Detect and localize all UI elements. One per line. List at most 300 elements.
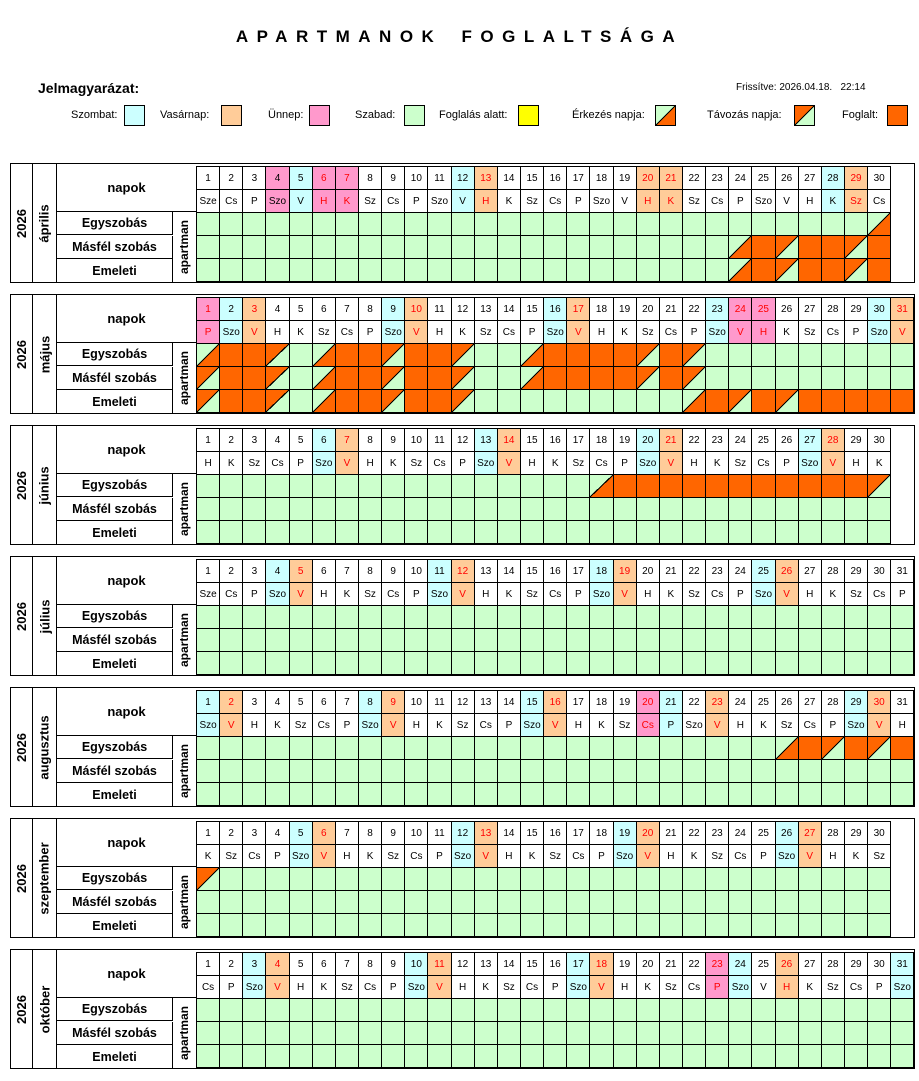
booking-cell[interactable]: [196, 998, 220, 1022]
booking-cell[interactable]: [335, 998, 359, 1022]
booking-cell[interactable]: [543, 497, 567, 521]
booking-cell[interactable]: [242, 474, 266, 498]
booking-cell[interactable]: [890, 782, 914, 806]
booking-cell[interactable]: [705, 651, 729, 675]
booking-cell[interactable]: [451, 605, 475, 629]
booking-cell[interactable]: [451, 890, 475, 914]
booking-cell[interactable]: [265, 782, 289, 806]
booking-cell[interactable]: [659, 258, 683, 282]
booking-cell[interactable]: [636, 235, 660, 259]
booking-cell[interactable]: [474, 474, 498, 498]
booking-cell[interactable]: [289, 605, 313, 629]
booking-cell[interactable]: [775, 651, 799, 675]
booking-cell[interactable]: [543, 736, 567, 760]
booking-cell[interactable]: [451, 235, 475, 259]
booking-cell[interactable]: [265, 913, 289, 937]
booking-cell[interactable]: [451, 1021, 475, 1045]
booking-cell[interactable]: [543, 628, 567, 652]
booking-cell[interactable]: [751, 343, 775, 367]
booking-cell[interactable]: [705, 389, 729, 413]
booking-cell[interactable]: [497, 497, 521, 521]
booking-cell[interactable]: [219, 474, 243, 498]
booking-cell[interactable]: [335, 651, 359, 675]
booking-cell[interactable]: [312, 343, 336, 367]
booking-cell[interactable]: [751, 736, 775, 760]
booking-cell[interactable]: [242, 1021, 266, 1045]
booking-cell[interactable]: [265, 212, 289, 236]
booking-cell[interactable]: [798, 389, 822, 413]
booking-cell[interactable]: [589, 497, 613, 521]
booking-cell[interactable]: [751, 998, 775, 1022]
booking-cell[interactable]: [751, 628, 775, 652]
booking-cell[interactable]: [659, 343, 683, 367]
booking-cell[interactable]: [289, 474, 313, 498]
booking-cell[interactable]: [867, 497, 891, 521]
booking-cell[interactable]: [659, 890, 683, 914]
booking-cell[interactable]: [427, 1044, 451, 1068]
booking-cell[interactable]: [890, 605, 914, 629]
booking-cell[interactable]: [798, 867, 822, 891]
booking-cell[interactable]: [636, 736, 660, 760]
booking-cell[interactable]: [381, 1021, 405, 1045]
booking-cell[interactable]: [196, 212, 220, 236]
booking-cell[interactable]: [589, 867, 613, 891]
booking-cell[interactable]: [890, 1021, 914, 1045]
booking-cell[interactable]: [520, 890, 544, 914]
booking-cell[interactable]: [404, 867, 428, 891]
booking-cell[interactable]: [751, 1021, 775, 1045]
booking-cell[interactable]: [613, 605, 637, 629]
booking-cell[interactable]: [821, 867, 845, 891]
booking-cell[interactable]: [636, 520, 660, 544]
booking-cell[interactable]: [636, 759, 660, 783]
booking-cell[interactable]: [589, 343, 613, 367]
booking-cell[interactable]: [265, 605, 289, 629]
booking-cell[interactable]: [589, 366, 613, 390]
booking-cell[interactable]: [474, 736, 498, 760]
booking-cell[interactable]: [427, 782, 451, 806]
booking-cell[interactable]: [659, 867, 683, 891]
booking-cell[interactable]: [636, 890, 660, 914]
booking-cell[interactable]: [219, 651, 243, 675]
booking-cell[interactable]: [705, 867, 729, 891]
booking-cell[interactable]: [543, 474, 567, 498]
booking-cell[interactable]: [497, 235, 521, 259]
booking-cell[interactable]: [358, 389, 382, 413]
booking-cell[interactable]: [566, 782, 590, 806]
booking-cell[interactable]: [358, 890, 382, 914]
booking-cell[interactable]: [589, 759, 613, 783]
booking-cell[interactable]: [821, 474, 845, 498]
booking-cell[interactable]: [728, 651, 752, 675]
booking-cell[interactable]: [196, 913, 220, 937]
booking-cell[interactable]: [219, 212, 243, 236]
booking-cell[interactable]: [844, 389, 868, 413]
booking-cell[interactable]: [613, 1021, 637, 1045]
booking-cell[interactable]: [358, 235, 382, 259]
booking-cell[interactable]: [289, 890, 313, 914]
booking-cell[interactable]: [844, 1044, 868, 1068]
booking-cell[interactable]: [728, 474, 752, 498]
booking-cell[interactable]: [890, 366, 914, 390]
booking-cell[interactable]: [682, 474, 706, 498]
booking-cell[interactable]: [728, 867, 752, 891]
booking-cell[interactable]: [775, 520, 799, 544]
booking-cell[interactable]: [659, 474, 683, 498]
booking-cell[interactable]: [335, 1021, 359, 1045]
booking-cell[interactable]: [636, 474, 660, 498]
booking-cell[interactable]: [728, 736, 752, 760]
booking-cell[interactable]: [728, 389, 752, 413]
booking-cell[interactable]: [589, 212, 613, 236]
booking-cell[interactable]: [358, 474, 382, 498]
booking-cell[interactable]: [265, 389, 289, 413]
booking-cell[interactable]: [775, 497, 799, 521]
booking-cell[interactable]: [335, 520, 359, 544]
booking-cell[interactable]: [497, 628, 521, 652]
booking-cell[interactable]: [543, 913, 567, 937]
booking-cell[interactable]: [705, 520, 729, 544]
booking-cell[interactable]: [844, 212, 868, 236]
booking-cell[interactable]: [589, 651, 613, 675]
booking-cell[interactable]: [844, 628, 868, 652]
booking-cell[interactable]: [659, 1044, 683, 1068]
booking-cell[interactable]: [427, 628, 451, 652]
booking-cell[interactable]: [682, 651, 706, 675]
booking-cell[interactable]: [289, 366, 313, 390]
booking-cell[interactable]: [636, 258, 660, 282]
booking-cell[interactable]: [682, 736, 706, 760]
booking-cell[interactable]: [451, 651, 475, 675]
booking-cell[interactable]: [844, 343, 868, 367]
booking-cell[interactable]: [775, 628, 799, 652]
booking-cell[interactable]: [196, 474, 220, 498]
booking-cell[interactable]: [821, 343, 845, 367]
booking-cell[interactable]: [659, 1021, 683, 1045]
booking-cell[interactable]: [312, 212, 336, 236]
booking-cell[interactable]: [358, 913, 382, 937]
booking-cell[interactable]: [520, 474, 544, 498]
booking-cell[interactable]: [358, 366, 382, 390]
booking-cell[interactable]: [312, 605, 336, 629]
booking-cell[interactable]: [427, 867, 451, 891]
booking-cell[interactable]: [404, 605, 428, 629]
booking-cell[interactable]: [474, 867, 498, 891]
booking-cell[interactable]: [427, 998, 451, 1022]
booking-cell[interactable]: [474, 651, 498, 675]
booking-cell[interactable]: [636, 651, 660, 675]
booking-cell[interactable]: [589, 890, 613, 914]
booking-cell[interactable]: [705, 1021, 729, 1045]
booking-cell[interactable]: [242, 497, 266, 521]
booking-cell[interactable]: [520, 759, 544, 783]
booking-cell[interactable]: [682, 890, 706, 914]
booking-cell[interactable]: [844, 258, 868, 282]
booking-cell[interactable]: [589, 235, 613, 259]
booking-cell[interactable]: [543, 1021, 567, 1045]
booking-cell[interactable]: [427, 474, 451, 498]
booking-cell[interactable]: [520, 782, 544, 806]
booking-cell[interactable]: [613, 1044, 637, 1068]
booking-cell[interactable]: [705, 628, 729, 652]
booking-cell[interactable]: [474, 343, 498, 367]
booking-cell[interactable]: [821, 258, 845, 282]
booking-cell[interactable]: [705, 998, 729, 1022]
booking-cell[interactable]: [289, 867, 313, 891]
booking-cell[interactable]: [867, 782, 891, 806]
booking-cell[interactable]: [265, 628, 289, 652]
booking-cell[interactable]: [497, 343, 521, 367]
booking-cell[interactable]: [520, 605, 544, 629]
booking-cell[interactable]: [451, 474, 475, 498]
booking-cell[interactable]: [474, 759, 498, 783]
booking-cell[interactable]: [613, 212, 637, 236]
booking-cell[interactable]: [242, 520, 266, 544]
booking-cell[interactable]: [821, 235, 845, 259]
booking-cell[interactable]: [798, 235, 822, 259]
booking-cell[interactable]: [196, 366, 220, 390]
booking-cell[interactable]: [775, 736, 799, 760]
booking-cell[interactable]: [381, 782, 405, 806]
booking-cell[interactable]: [404, 366, 428, 390]
booking-cell[interactable]: [451, 736, 475, 760]
booking-cell[interactable]: [427, 605, 451, 629]
booking-cell[interactable]: [474, 605, 498, 629]
booking-cell[interactable]: [775, 1044, 799, 1068]
booking-cell[interactable]: [474, 913, 498, 937]
booking-cell[interactable]: [219, 343, 243, 367]
booking-cell[interactable]: [613, 890, 637, 914]
booking-cell[interactable]: [613, 366, 637, 390]
booking-cell[interactable]: [798, 258, 822, 282]
booking-cell[interactable]: [520, 1021, 544, 1045]
booking-cell[interactable]: [219, 1044, 243, 1068]
booking-cell[interactable]: [242, 628, 266, 652]
booking-cell[interactable]: [682, 1021, 706, 1045]
booking-cell[interactable]: [636, 867, 660, 891]
booking-cell[interactable]: [798, 520, 822, 544]
booking-cell[interactable]: [659, 366, 683, 390]
booking-cell[interactable]: [798, 366, 822, 390]
booking-cell[interactable]: [497, 389, 521, 413]
booking-cell[interactable]: [751, 258, 775, 282]
booking-cell[interactable]: [497, 867, 521, 891]
booking-cell[interactable]: [566, 651, 590, 675]
booking-cell[interactable]: [543, 343, 567, 367]
booking-cell[interactable]: [728, 343, 752, 367]
booking-cell[interactable]: [312, 628, 336, 652]
booking-cell[interactable]: [427, 1021, 451, 1045]
booking-cell[interactable]: [844, 913, 868, 937]
booking-cell[interactable]: [682, 913, 706, 937]
booking-cell[interactable]: [867, 605, 891, 629]
booking-cell[interactable]: [242, 998, 266, 1022]
booking-cell[interactable]: [566, 998, 590, 1022]
booking-cell[interactable]: [844, 867, 868, 891]
booking-cell[interactable]: [589, 389, 613, 413]
booking-cell[interactable]: [844, 651, 868, 675]
booking-cell[interactable]: [636, 497, 660, 521]
booking-cell[interactable]: [867, 366, 891, 390]
booking-cell[interactable]: [751, 497, 775, 521]
booking-cell[interactable]: [821, 1021, 845, 1045]
booking-cell[interactable]: [381, 235, 405, 259]
booking-cell[interactable]: [867, 389, 891, 413]
booking-cell[interactable]: [520, 736, 544, 760]
booking-cell[interactable]: [289, 212, 313, 236]
booking-cell[interactable]: [705, 474, 729, 498]
booking-cell[interactable]: [543, 235, 567, 259]
booking-cell[interactable]: [196, 343, 220, 367]
booking-cell[interactable]: [242, 867, 266, 891]
booking-cell[interactable]: [219, 520, 243, 544]
booking-cell[interactable]: [265, 1021, 289, 1045]
booking-cell[interactable]: [775, 759, 799, 783]
booking-cell[interactable]: [775, 474, 799, 498]
booking-cell[interactable]: [867, 1021, 891, 1045]
booking-cell[interactable]: [335, 366, 359, 390]
booking-cell[interactable]: [451, 520, 475, 544]
booking-cell[interactable]: [798, 998, 822, 1022]
booking-cell[interactable]: [358, 1044, 382, 1068]
booking-cell[interactable]: [404, 628, 428, 652]
booking-cell[interactable]: [520, 628, 544, 652]
booking-cell[interactable]: [682, 258, 706, 282]
booking-cell[interactable]: [659, 212, 683, 236]
booking-cell[interactable]: [659, 497, 683, 521]
booking-cell[interactable]: [728, 520, 752, 544]
booking-cell[interactable]: [728, 998, 752, 1022]
booking-cell[interactable]: [659, 998, 683, 1022]
booking-cell[interactable]: [312, 867, 336, 891]
booking-cell[interactable]: [265, 474, 289, 498]
booking-cell[interactable]: [196, 867, 220, 891]
booking-cell[interactable]: [265, 366, 289, 390]
booking-cell[interactable]: [335, 736, 359, 760]
booking-cell[interactable]: [613, 867, 637, 891]
booking-cell[interactable]: [682, 998, 706, 1022]
booking-cell[interactable]: [219, 890, 243, 914]
booking-cell[interactable]: [821, 605, 845, 629]
booking-cell[interactable]: [520, 651, 544, 675]
booking-cell[interactable]: [890, 759, 914, 783]
booking-cell[interactable]: [613, 474, 637, 498]
booking-cell[interactable]: [358, 736, 382, 760]
booking-cell[interactable]: [636, 628, 660, 652]
booking-cell[interactable]: [821, 998, 845, 1022]
booking-cell[interactable]: [265, 343, 289, 367]
booking-cell[interactable]: [867, 759, 891, 783]
booking-cell[interactable]: [520, 1044, 544, 1068]
booking-cell[interactable]: [659, 759, 683, 783]
booking-cell[interactable]: [242, 782, 266, 806]
booking-cell[interactable]: [358, 258, 382, 282]
booking-cell[interactable]: [728, 1044, 752, 1068]
booking-cell[interactable]: [890, 651, 914, 675]
booking-cell[interactable]: [613, 998, 637, 1022]
booking-cell[interactable]: [682, 628, 706, 652]
booking-cell[interactable]: [867, 235, 891, 259]
booking-cell[interactable]: [751, 651, 775, 675]
booking-cell[interactable]: [867, 1044, 891, 1068]
booking-cell[interactable]: [682, 867, 706, 891]
booking-cell[interactable]: [682, 235, 706, 259]
booking-cell[interactable]: [751, 782, 775, 806]
booking-cell[interactable]: [335, 782, 359, 806]
booking-cell[interactable]: [798, 913, 822, 937]
booking-cell[interactable]: [636, 366, 660, 390]
booking-cell[interactable]: [751, 605, 775, 629]
booking-cell[interactable]: [427, 497, 451, 521]
booking-cell[interactable]: [613, 389, 637, 413]
booking-cell[interactable]: [751, 366, 775, 390]
booking-cell[interactable]: [196, 258, 220, 282]
booking-cell[interactable]: [219, 366, 243, 390]
booking-cell[interactable]: [242, 890, 266, 914]
booking-cell[interactable]: [451, 1044, 475, 1068]
booking-cell[interactable]: [867, 890, 891, 914]
booking-cell[interactable]: [219, 913, 243, 937]
booking-cell[interactable]: [566, 389, 590, 413]
booking-cell[interactable]: [404, 497, 428, 521]
booking-cell[interactable]: [867, 651, 891, 675]
booking-cell[interactable]: [798, 343, 822, 367]
booking-cell[interactable]: [566, 867, 590, 891]
booking-cell[interactable]: [358, 759, 382, 783]
booking-cell[interactable]: [705, 366, 729, 390]
booking-cell[interactable]: [566, 212, 590, 236]
booking-cell[interactable]: [358, 651, 382, 675]
booking-cell[interactable]: [705, 890, 729, 914]
booking-cell[interactable]: [196, 651, 220, 675]
booking-cell[interactable]: [474, 497, 498, 521]
booking-cell[interactable]: [196, 235, 220, 259]
booking-cell[interactable]: [844, 736, 868, 760]
booking-cell[interactable]: [705, 605, 729, 629]
booking-cell[interactable]: [335, 867, 359, 891]
booking-cell[interactable]: [335, 258, 359, 282]
booking-cell[interactable]: [219, 736, 243, 760]
booking-cell[interactable]: [312, 389, 336, 413]
booking-cell[interactable]: [427, 890, 451, 914]
booking-cell[interactable]: [451, 998, 475, 1022]
booking-cell[interactable]: [844, 759, 868, 783]
booking-cell[interactable]: [404, 520, 428, 544]
booking-cell[interactable]: [381, 867, 405, 891]
booking-cell[interactable]: [589, 605, 613, 629]
booking-cell[interactable]: [381, 497, 405, 521]
booking-cell[interactable]: [520, 235, 544, 259]
booking-cell[interactable]: [312, 782, 336, 806]
booking-cell[interactable]: [867, 258, 891, 282]
booking-cell[interactable]: [381, 258, 405, 282]
booking-cell[interactable]: [312, 651, 336, 675]
booking-cell[interactable]: [798, 1021, 822, 1045]
booking-cell[interactable]: [890, 628, 914, 652]
booking-cell[interactable]: [242, 212, 266, 236]
booking-cell[interactable]: [613, 759, 637, 783]
booking-cell[interactable]: [497, 258, 521, 282]
booking-cell[interactable]: [798, 605, 822, 629]
booking-cell[interactable]: [543, 890, 567, 914]
booking-cell[interactable]: [589, 998, 613, 1022]
booking-cell[interactable]: [358, 998, 382, 1022]
booking-cell[interactable]: [219, 1021, 243, 1045]
booking-cell[interactable]: [312, 998, 336, 1022]
booking-cell[interactable]: [474, 389, 498, 413]
booking-cell[interactable]: [289, 628, 313, 652]
booking-cell[interactable]: [659, 389, 683, 413]
